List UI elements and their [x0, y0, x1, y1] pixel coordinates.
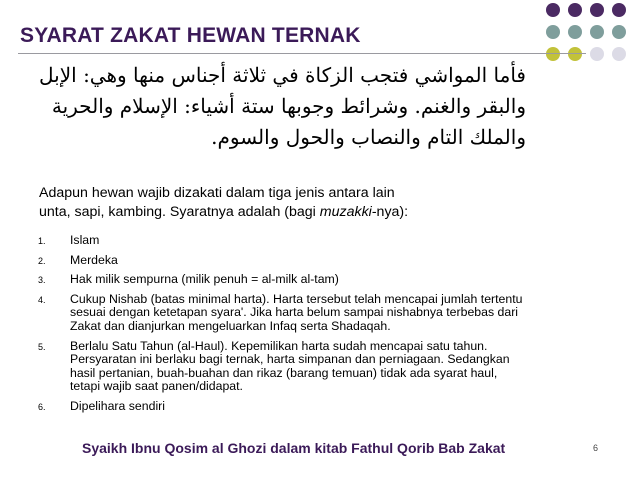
arabic-line-2: والبقر والغنم. وشرائط وجوبها ستة أشياء: الإسلام والحرية [51, 94, 526, 118]
arabic-line-1: فأما المواشي فتجب الزكاة في ثلاثة أجناس منها وهي: الإبل [39, 63, 526, 87]
intro-text: -nya): [371, 204, 409, 220]
list-item-text: Merdeka [70, 252, 118, 267]
list-number: 2. [38, 255, 46, 266]
list-number: 6. [38, 401, 46, 412]
list-item-text: hasil pertanian, buah-buahan dan rikaz (barang temuan) tidak ada syarat haul, [70, 365, 498, 380]
list-item [38, 293, 598, 334]
dot [568, 47, 582, 61]
list-number: 4. [38, 294, 46, 305]
dot [568, 3, 582, 17]
arabic-line-3: والملك التام والنصاب والحول والسوم. [211, 125, 526, 149]
source-citation: Syaikh Ibnu Qosim al Ghozi dalam kitab Fathul Qorib Bab Zakat [82, 440, 506, 456]
dot [546, 47, 560, 61]
list-number: 5. [38, 341, 46, 352]
title-divider [18, 53, 586, 54]
dot [612, 47, 626, 61]
list-item [38, 340, 598, 394]
requirements-list [38, 234, 598, 420]
dot [612, 3, 626, 17]
dot [590, 3, 604, 17]
slide-title: SYARAT ZAKAT HEWAN TERNAK [20, 24, 361, 47]
dot [546, 25, 560, 39]
decorative-dot-grid [546, 3, 636, 69]
dot [546, 3, 560, 17]
intro-text: unta, sapi, kambing. Syaratnya adalah (bagi [39, 204, 320, 220]
intro-italic-term: muzakki [319, 204, 372, 220]
page-number: 6 [593, 443, 599, 453]
dot [568, 25, 582, 39]
dot [590, 47, 604, 61]
list-item-text: Cukup Nishab (batas minimal harta). Harta tersebut telah mencapai jumlah tertentu [70, 291, 523, 306]
dot [612, 25, 626, 39]
intro-line-1: Adapun hewan wajib dizakati dalam tiga jenis antara lain [39, 185, 395, 201]
list-number: 1. [38, 236, 46, 246]
list-item-text: Zakat dan dianjurkan mengeluarkan Infaq serta Shadaqah. [70, 318, 391, 333]
list-item-text: sesuai dengan ketetapan syara'. Jika harta belum sampai nishabnya terbebas dari [70, 305, 519, 320]
list-item-text: Hak milik sempurna (milik penuh = al-milk al-tam) [70, 272, 339, 287]
intro-line-2 [39, 203, 519, 222]
list-item [38, 273, 598, 287]
list-item-text: tetapi wajib saat panen/didapat. [70, 379, 243, 394]
list-item [38, 400, 598, 414]
dot [590, 25, 604, 39]
arabic-quote [39, 60, 526, 153]
list-item-text: Persyaratan ini berlaku bagi ternak, harta simpanan dan perniagaan. Sedangkan [70, 352, 510, 367]
list-item [38, 234, 598, 248]
list-number: 3. [38, 275, 46, 286]
list-item [38, 254, 598, 268]
list-item-text: Berlalu Satu Tahun (al-Haul). Kepemilikan harta sudah mencapai satu tahun. [70, 338, 488, 353]
list-item-text: Islam [70, 233, 100, 247]
list-item-text: Dipelihara sendiri [70, 398, 166, 413]
intro-paragraph [39, 184, 519, 222]
